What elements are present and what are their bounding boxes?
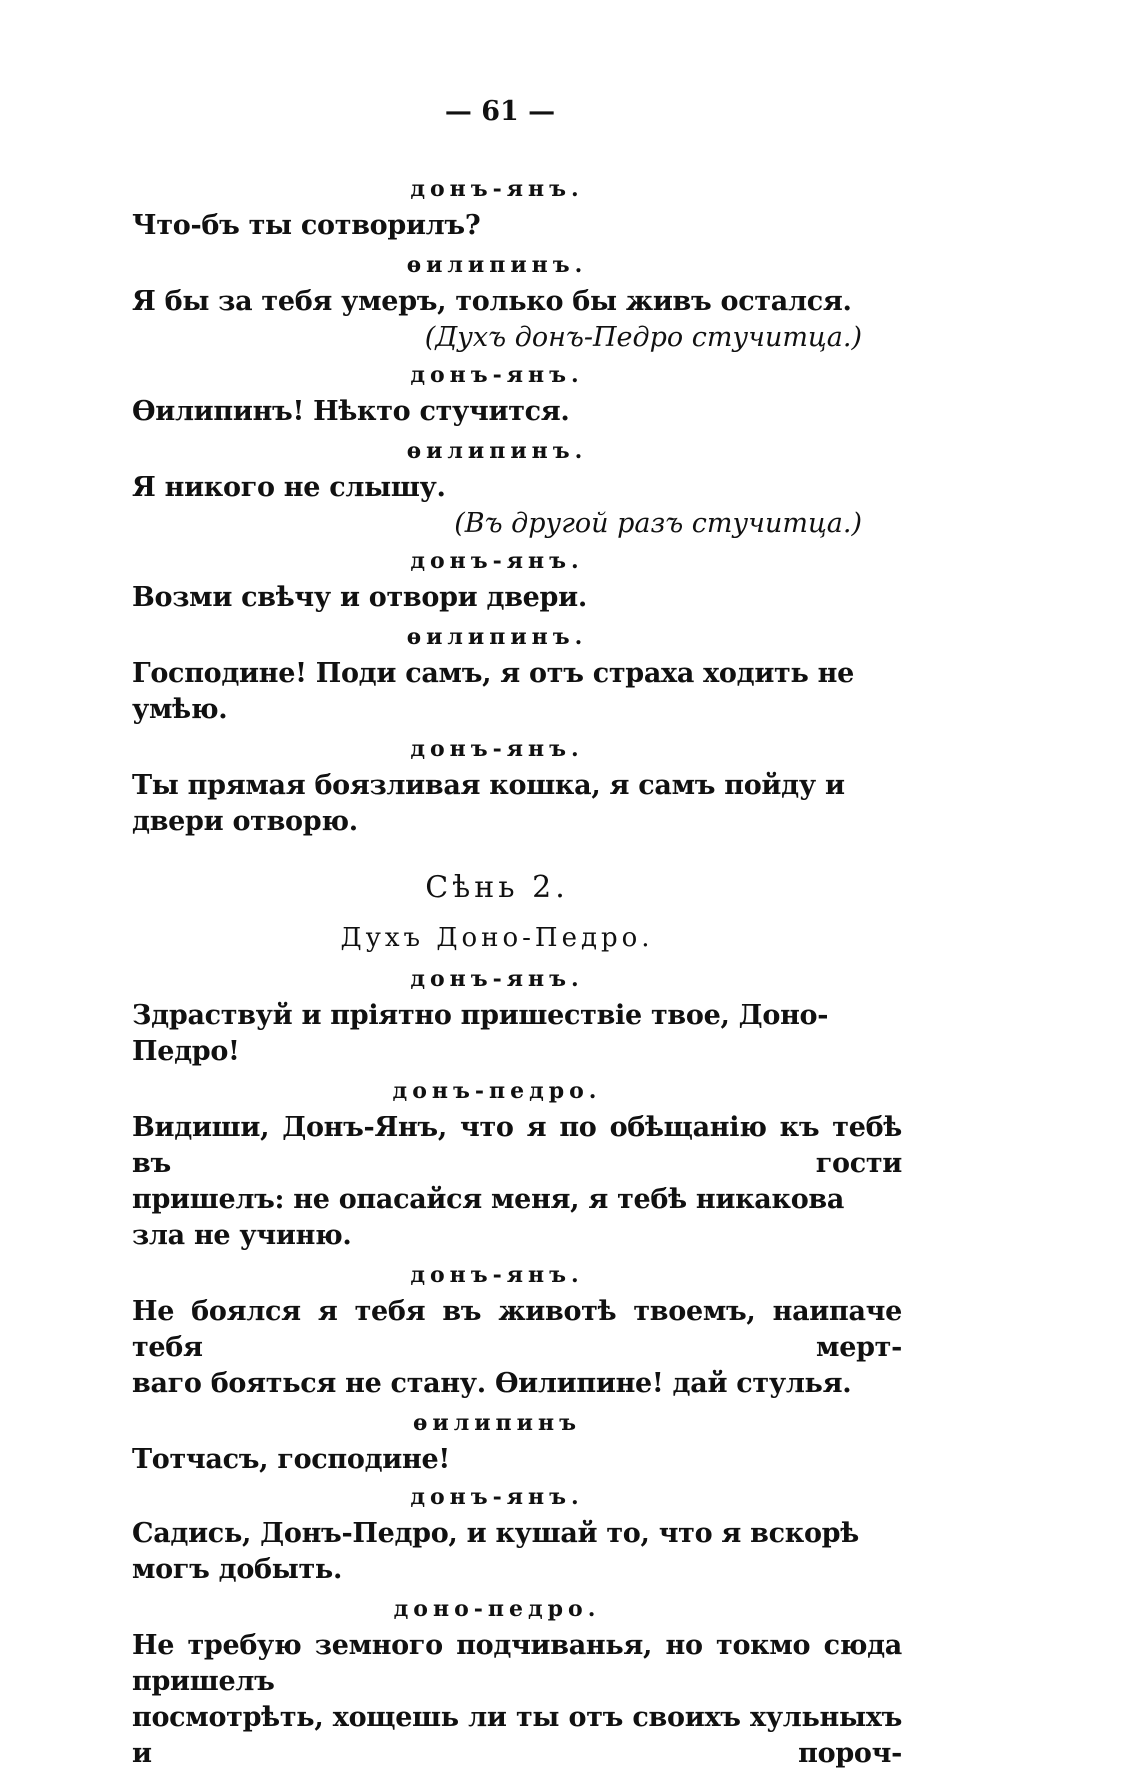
dialogue-line: Я никого не слышу. [132,472,446,503]
speaker-name: доно-педро. [393,1596,601,1622]
speaker-name: донъ-янъ. [410,736,584,762]
scene-subheading: Духъ Доно-Педро. [340,923,654,953]
speaker-name: ѳилипинъ. [406,624,588,650]
speaker-name: ѳилипинъ. [406,252,588,278]
speaker-name: донъ-янъ. [410,1484,584,1510]
speaker-name: ѳилипинъ. [406,438,588,464]
dialogue-line: Тотчасъ, господине! [132,1444,450,1475]
speaker-name: донъ-янъ. [410,176,584,202]
dialogue-line: пришелъ: не опасайся меня, я тебѣ никакова зла не учиню. [132,1184,845,1251]
scene-heading: Сѣнь 2. [425,870,569,905]
speaker-name: донъ-педро. [392,1078,602,1104]
page-number: — 61 — [444,96,556,127]
speaker-name: донъ-янъ. [410,1262,584,1288]
dialogue-line: посмотрѣть, хощешь ли ты отъ своихъ хульныхъ и пороч- [132,1702,902,1769]
dialogue-line: Возми свѣчу и отвори двери. [132,582,587,613]
speaker-name: донъ-янъ. [410,966,584,992]
dialogue-line: Садись, Донъ-Педро, и кушай то, что я вскорѣ могъ добыть. [132,1518,859,1585]
dialogue-line: Не боялся я тебя въ животѣ твоемъ, наипаче тебя мерт- [132,1296,902,1363]
dialogue-line: Видиши, Донъ-Янъ, что я по обѣщанію къ тебѣ въ гости [132,1112,902,1179]
dialogue-line: Что-бъ ты сотворилъ? [132,210,481,241]
dialogue-line: Господине! Поди самъ, я отъ страха ходить не умѣю. [132,658,854,725]
dialogue-line: ваго бояться не стану. Ѳилипине! дай стулья. [132,1368,852,1399]
dialogue-line: Ѳилипинъ! Нѣкто стучится. [132,396,570,427]
stage-direction: (Духъ донъ-Педро стучитца.) [424,322,862,353]
speaker-name: донъ-янъ. [410,362,584,388]
dialogue-line: Здраствуй и пріятно пришествіе твое, Доно-Педро! [132,1000,829,1067]
speaker-name: донъ-янъ. [410,548,584,574]
play-text [132,170,902,1772]
dialogue-line: Я бы за тебя умеръ, только бы живъ остался. [132,286,852,317]
stage-direction: (Въ другой разъ стучитца.) [454,508,862,539]
dialogue-line: Ты прямая боязливая кошка, я самъ пойду и двери отворю. [132,770,845,837]
speaker-name: ѳилипинъ [413,1410,581,1436]
dialogue-line: Не требую земного подчиванья, но токмо сюда пришелъ [132,1630,902,1697]
